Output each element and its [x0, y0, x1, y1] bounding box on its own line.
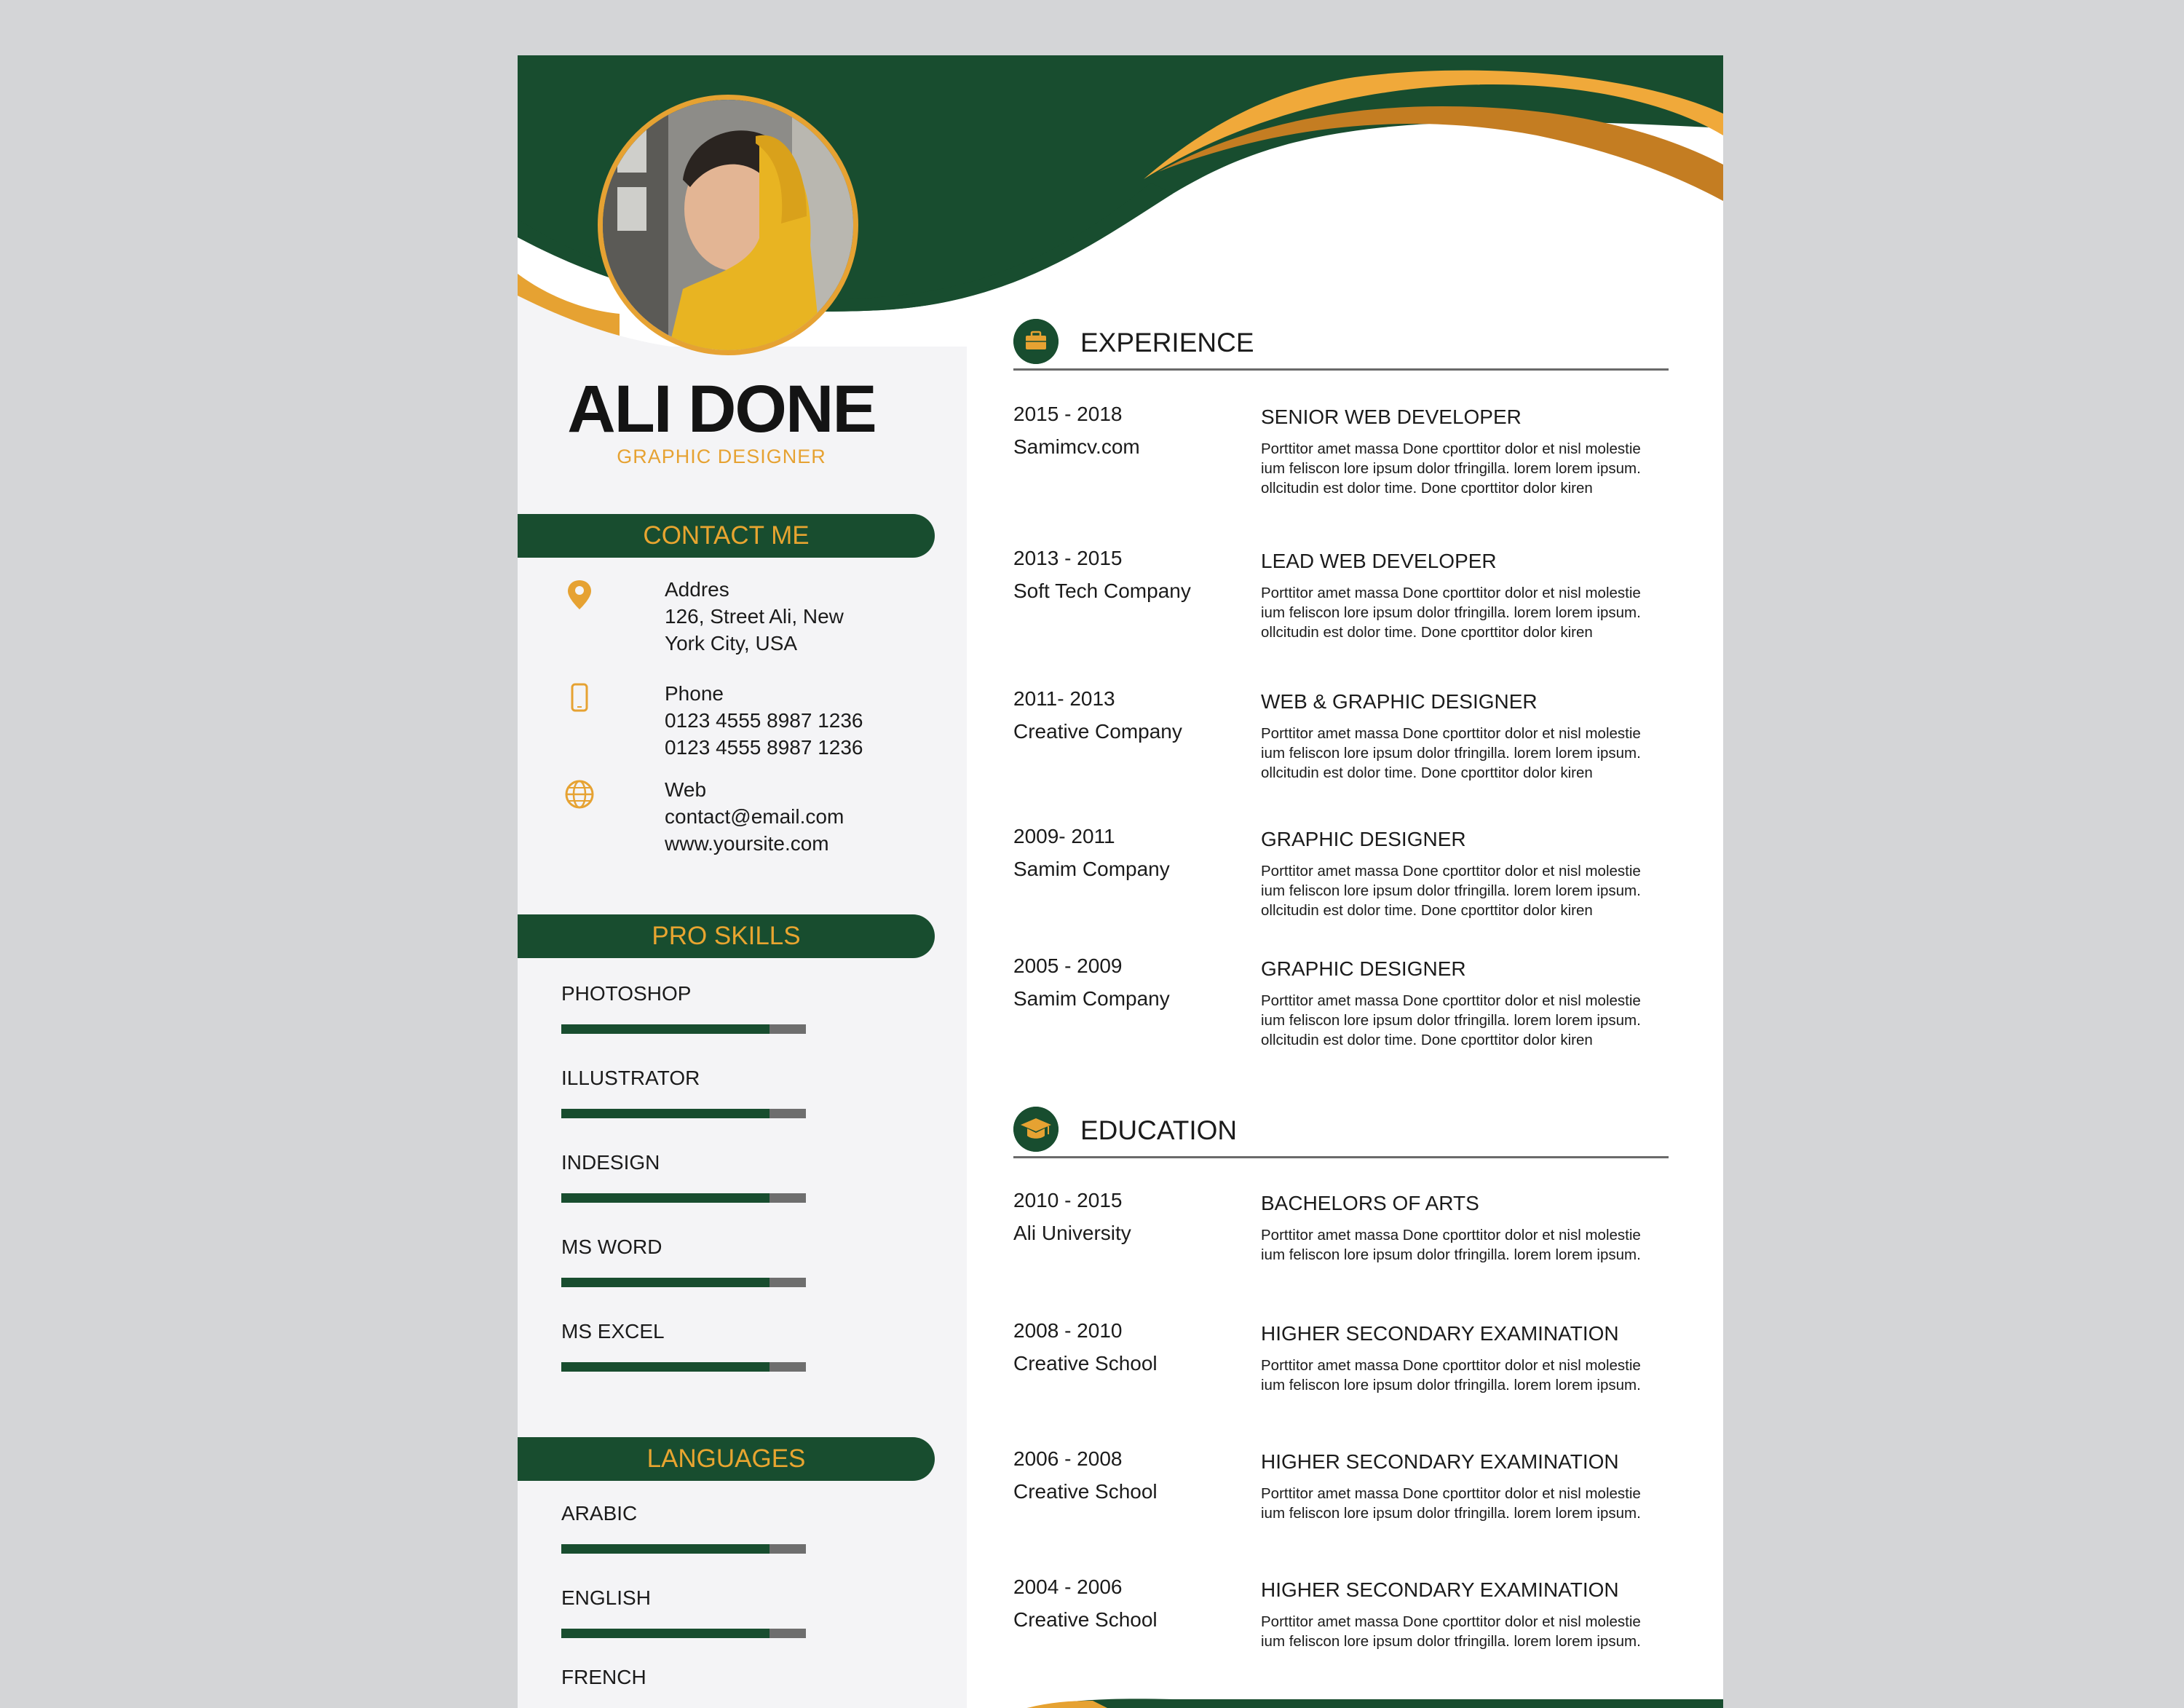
skill-label: MS WORD: [561, 1235, 662, 1258]
phone-line2: 0123 4555 8987 1236: [665, 736, 863, 759]
entry-period: 2013 - 2015: [1013, 547, 1123, 569]
entry-period: 2010 - 2015: [1013, 1189, 1123, 1211]
skill-label: INDESIGN: [561, 1151, 660, 1174]
entry-title: HIGHER SECONDARY EXAMINATION: [1261, 1450, 1619, 1473]
entry-title: SENIOR WEB DEVELOPER: [1261, 406, 1522, 428]
skill-bar-fill: [561, 1193, 769, 1203]
profile-photo: [598, 95, 858, 355]
entry-title: BACHELORS OF ARTS: [1261, 1192, 1479, 1214]
web-label: Web: [665, 778, 707, 801]
language-label: ENGLISH: [561, 1586, 651, 1609]
entry-period: 2005 - 2009: [1013, 954, 1123, 977]
address-label: Addres: [665, 578, 729, 601]
skills-heading: PRO SKILLS: [518, 914, 935, 958]
experience-entry: [1013, 547, 1669, 656]
entry-period: 2011- 2013: [1013, 687, 1115, 710]
education-title: EDUCATION: [1080, 1115, 1238, 1145]
skill-bar: [561, 1278, 806, 1287]
skill-bar-fill: [561, 1024, 769, 1034]
education-heading: [1013, 1107, 1669, 1162]
resume-page: [518, 55, 1723, 1708]
experience-entry: [1013, 954, 1669, 1064]
skill-label: PHOTOSHOP: [561, 982, 692, 1005]
entry-period: 2006 - 2008: [1013, 1447, 1123, 1470]
entry-description: Porttitor amet massa Done cporttitor dolor et nisl molestie ium feliscon lore ipsum dolor tfringilla. lorem lorem ipsum.: [1261, 1613, 1641, 1650]
entry-org: Samim Company: [1013, 987, 1170, 1010]
entry-period: 2004 - 2006: [1013, 1575, 1123, 1598]
address-line2: York City, USA: [665, 632, 798, 655]
entry-description: Porttitor amet massa Done cporttitor dolor et nisl molestie ium feliscon lore ipsum dolor tfringilla. lorem lorem ipsum.: [1261, 1227, 1641, 1263]
language-bar: [561, 1544, 806, 1554]
skill-bar: [561, 1109, 806, 1118]
skill-bar-fill: [561, 1362, 769, 1372]
entry-org: Soft Tech Company: [1013, 580, 1191, 602]
entry-org: Samim Company: [1013, 858, 1170, 880]
skill-item: [561, 1151, 809, 1209]
person-name: ALI DONE: [567, 372, 876, 446]
language-bar-fill: [561, 1629, 769, 1638]
entry-org: Creative School: [1013, 1352, 1158, 1375]
skill-item: [561, 982, 809, 1040]
contact-phone: [561, 680, 925, 760]
entry-org: Creative Company: [1013, 720, 1182, 743]
graduation-cap-icon: [1013, 1107, 1059, 1152]
skill-bar-fill: [561, 1109, 769, 1118]
experience-heading: [1013, 319, 1669, 374]
education-entry: [1013, 1319, 1669, 1407]
web-email[interactable]: contact@email.com: [665, 805, 844, 828]
entry-title: HIGHER SECONDARY EXAMINATION: [1261, 1322, 1619, 1345]
entry-org: Creative School: [1013, 1480, 1158, 1503]
languages-heading: LANGUAGES: [518, 1437, 935, 1481]
entry-title: GRAPHIC DESIGNER: [1261, 828, 1466, 850]
phone-icon: [561, 680, 598, 716]
address-line1: 126, Street Ali, New: [665, 605, 844, 628]
entry-description: Porttitor amet massa Done cporttitor dolor et nisl molestie ium feliscon lore ipsum dolor tfringilla. lorem lorem ipsum. ollcitudin est dolor time. Done cporttitor dolor kiren: [1261, 863, 1641, 919]
language-bar: [561, 1629, 806, 1638]
web-site[interactable]: www.yoursite.com: [665, 832, 829, 855]
language-item: [561, 1502, 809, 1560]
experience-entry: [1013, 403, 1669, 512]
entry-org: Ali University: [1013, 1222, 1131, 1244]
entry-description: Porttitor amet massa Done cporttitor dolor et nisl molestie ium feliscon lore ipsum dolor tfringilla. lorem lorem ipsum.: [1261, 1485, 1641, 1522]
phone-line1: 0123 4555 8987 1236: [665, 709, 863, 732]
skill-bar: [561, 1362, 806, 1372]
contact-web: [561, 776, 925, 856]
contact-address: [561, 576, 925, 656]
globe-icon: [561, 776, 598, 813]
divider: [1013, 1156, 1669, 1158]
entry-description: Porttitor amet massa Done cporttitor dolor et nisl molestie ium feliscon lore ipsum dolor tfringilla. lorem lorem ipsum. ollcitudin est dolor time. Done cporttitor dolor kiren: [1261, 585, 1641, 641]
experience-entry: [1013, 825, 1669, 934]
entry-period: 2008 - 2010: [1013, 1319, 1123, 1342]
language-label: ARABIC: [561, 1502, 638, 1525]
entry-title: HIGHER SECONDARY EXAMINATION: [1261, 1578, 1619, 1601]
education-entry: [1013, 1575, 1669, 1663]
entry-title: GRAPHIC DESIGNER: [1261, 957, 1466, 980]
language-item: [561, 1666, 809, 1708]
footer-wave-art: [1027, 1696, 1723, 1708]
entry-description: Porttitor amet massa Done cporttitor dolor et nisl molestie ium feliscon lore ipsum dolor tfringilla. lorem lorem ipsum. ollcitudin est dolor time. Done cporttitor dolor kiren: [1261, 440, 1641, 497]
entry-period: 2015 - 2018: [1013, 403, 1123, 425]
entry-org: Samimcv.com: [1013, 435, 1140, 458]
contact-heading: CONTACT ME: [518, 514, 935, 558]
skill-label: MS EXCEL: [561, 1320, 665, 1343]
entry-org: Creative School: [1013, 1608, 1158, 1631]
briefcase-icon: [1013, 319, 1059, 364]
skill-bar-fill: [561, 1278, 769, 1287]
experience-entry: [1013, 687, 1669, 796]
experience-title: EXPERIENCE: [1080, 328, 1254, 357]
entry-description: Porttitor amet massa Done cporttitor dolor et nisl molestie ium feliscon lore ipsum dolor tfringilla. lorem lorem ipsum. ollcitudin est dolor time. Done cporttitor dolor kiren: [1261, 992, 1641, 1048]
language-item: [561, 1586, 809, 1645]
skill-item: [561, 1235, 809, 1294]
skill-bar: [561, 1193, 806, 1203]
divider: [1013, 368, 1669, 371]
skill-item: [561, 1067, 809, 1125]
skill-bar: [561, 1024, 806, 1034]
person-role: GRAPHIC DESIGNER: [617, 446, 826, 467]
education-entry: [1013, 1189, 1669, 1276]
language-bar-fill: [561, 1544, 769, 1554]
entry-description: Porttitor amet massa Done cporttitor dolor et nisl molestie ium feliscon lore ipsum dolor tfringilla. lorem lorem ipsum.: [1261, 1357, 1641, 1393]
location-pin-icon: [561, 576, 598, 612]
skill-item: [561, 1320, 809, 1378]
entry-description: Porttitor amet massa Done cporttitor dolor et nisl molestie ium feliscon lore ipsum dolor tfringilla. lorem lorem ipsum. ollcitudin est dolor time. Done cporttitor dolor kiren: [1261, 725, 1641, 781]
education-entry: [1013, 1447, 1669, 1535]
skill-label: ILLUSTRATOR: [561, 1067, 700, 1089]
phone-label: Phone: [665, 682, 724, 705]
entry-title: LEAD WEB DEVELOPER: [1261, 550, 1497, 572]
language-label: FRENCH: [561, 1666, 646, 1688]
entry-period: 2009- 2011: [1013, 825, 1115, 847]
entry-title: WEB & GRAPHIC DESIGNER: [1261, 690, 1538, 713]
